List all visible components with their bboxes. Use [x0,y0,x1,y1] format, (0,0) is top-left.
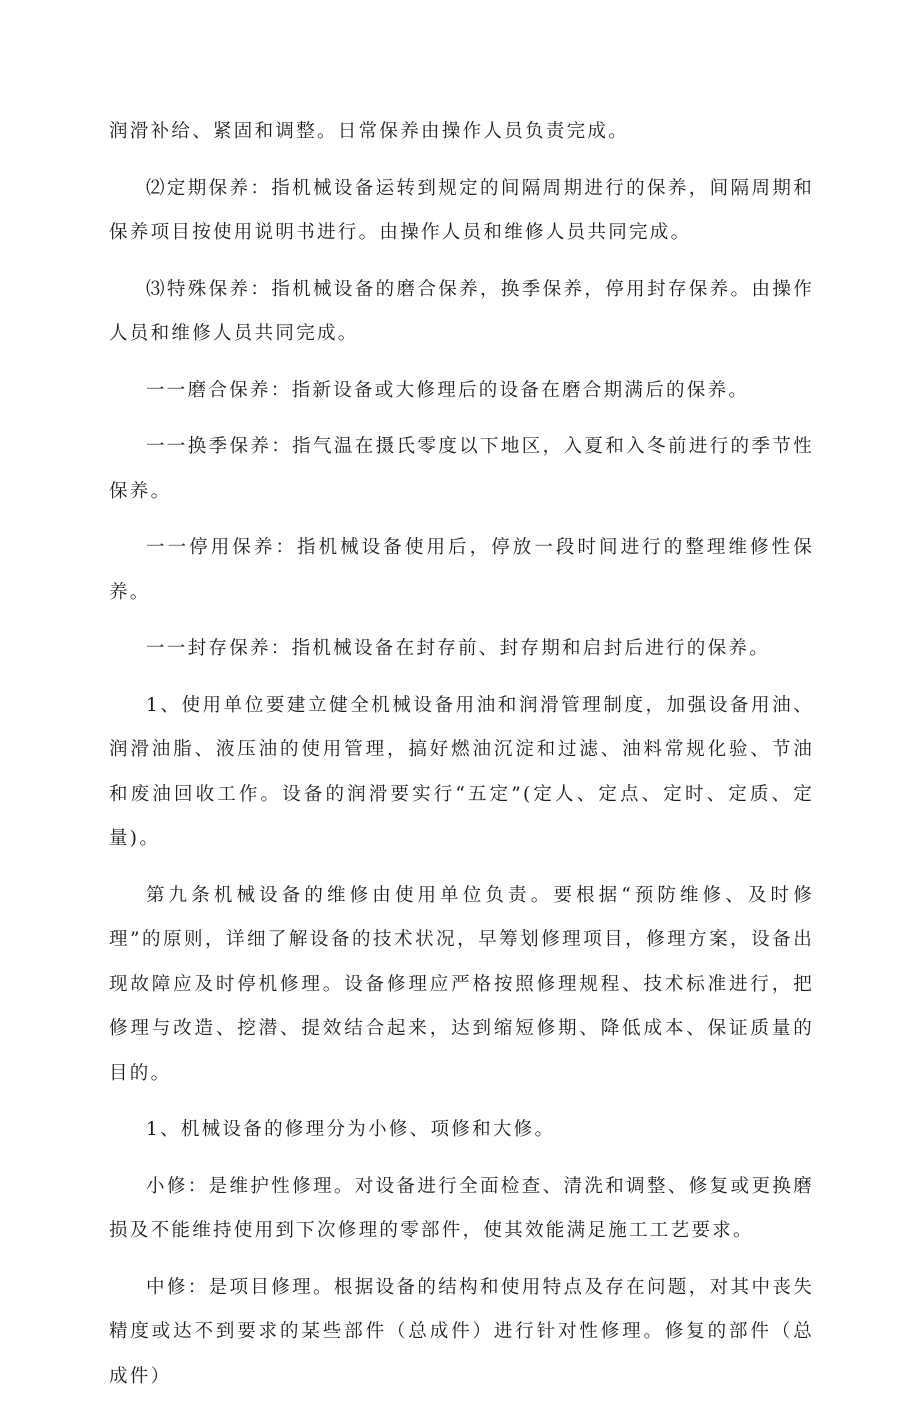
paragraph-running-in: 一一磨合保养：指新设备或大修理后的设备在磨合期满后的保养。 [146,379,750,401]
paragraph-daily-maintenance-end: 润滑补给、紧固和调整。日常保养由操作人员负责完成。 [109,121,630,142]
paragraph-idle: 一一停用保养：指机械设备使用后，停放一段时间进行的整理维修性保养。 [109,537,814,603]
paragraph-article-nine: 第九条机械设备的维修由使用单位负责。要根据“预防维修、及时修理”的原则，详细了解设备的技术状况，早筹划修理项目，修理方案，设备出现故障应及时停机修理。设备修理应严格按照修理规程、技术标准进行，把修理与改造、挖潜、提效结合起来，达到缩短修期、降低成本、保证质量的目的。 [109,884,814,1084]
document-page [109,110,814,1411]
paragraph-medium-repair: 中修：是项目修理。根据设备的结构和使用特点及存在问题，对其中丧失精度或达不到要求的某些部件（总成件）进行针对性修理。修复的部件（总成件） [109,1276,814,1387]
paragraph-periodic-maintenance: ⑵定期保养：指机械设备运转到规定的间隔周期进行的保养，间隔周期和保养项目按使用说明书进行。由操作人员和维修人员共同完成。 [109,177,814,243]
paragraph-special-maintenance: ⑶特殊保养：指机械设备的磨合保养，换季保养，停用封存保养。由操作人员和维修人员共同完成。 [109,278,814,344]
paragraph-minor-repair: 小修：是维护性修理。对设备进行全面检查、清洗和调整、修复或更换磨损及不能维持使用到下次修理的零部件，使其效能满足施工工艺要求。 [109,1175,814,1241]
paragraph-seasonal: 一一换季保养：指气温在摄氏零度以下地区，入夏和入冬前进行的季节性保养。 [109,436,814,502]
paragraph-lubrication-rules: 1、使用单位要建立健全机械设备用油和润滑管理制度，加强设备用油、润滑油脂、液压油的使用管理，搞好燃油沉淀和过滤、油料常规化验、节油和废油回收工作。设备的润滑要实行“五定”(定人、定点、定时、定质、定量)。 [109,694,814,849]
paragraph-repair-types: 1、机械设备的修理分为小修、项修和大修。 [146,1119,556,1140]
paragraph-storage: 一一封存保养：指机械设备在封存前、封存期和启封后进行的保养。 [146,638,771,659]
